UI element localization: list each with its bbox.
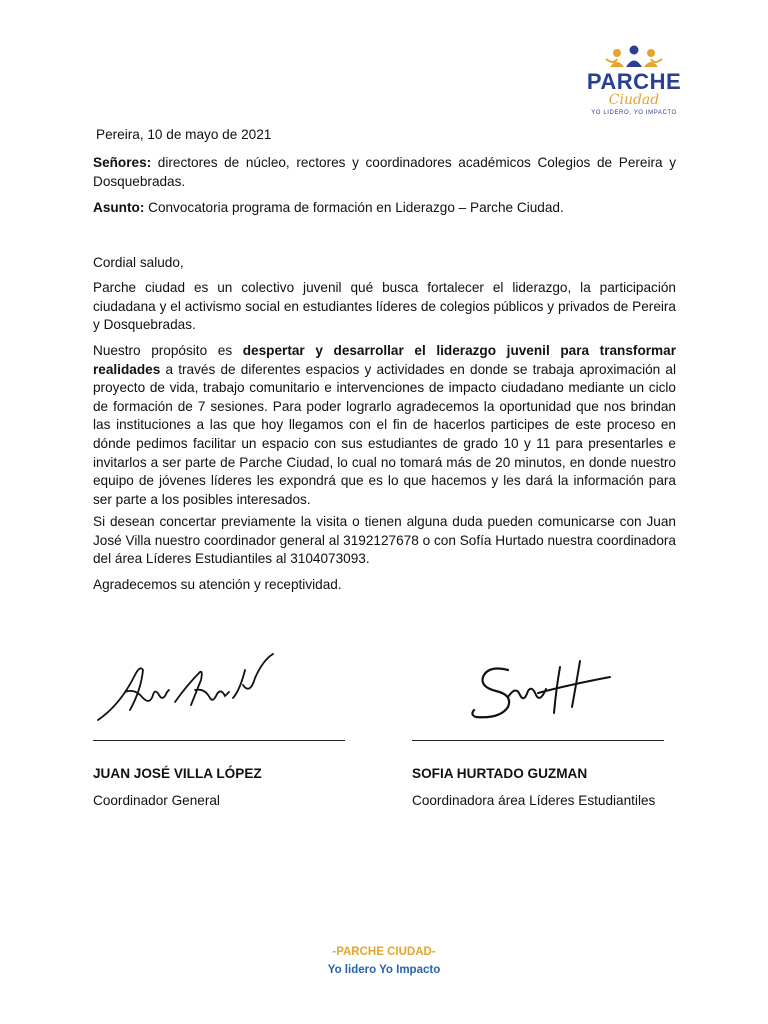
letter-date: Pereira, 10 de mayo de 2021: [96, 127, 272, 142]
logo-wordmark: PARCHE: [586, 69, 682, 94]
signer-role: Coordinador General: [93, 793, 220, 808]
signer-role: Coordinadora área Líderes Estudiantiles: [412, 793, 656, 808]
signature-line-right: [412, 740, 664, 741]
signer-name: JUAN JOSÉ VILLA LÓPEZ: [93, 766, 262, 781]
subject-line: [93, 199, 676, 218]
recipients-label: Señores:: [93, 155, 152, 170]
recipients-text: directores de núcleo, rectores y coordinadores académicos Colegios de Pereira y Dosquebradas.: [93, 155, 676, 189]
purpose-rest: a través de diferentes espacios y actividades en donde se trabaja aproximación al proyecto de vida, trabajo comunitario e intervenciones de impacto ciudadano mediante un ciclo de formación de 7 sesiones. Para poder lograrlo agradecemos la oportunidad que nos brindan las instituciones a las que hoy llegamos con el fin de hacerlos participes de este proceso en dónde pedimos facilitar un espacio con sus estudiantes de grado 10 y 11 para presentarles e invitarlos a ser parte de Parche Ciudad, lo cual no tomará más de 20 minutos, en donde nuestro equipo de jóvenes líderes les expondrá que es lo que hacemos y les dará la información para ser parte a los posibles interesados.: [93, 361, 676, 507]
signer-name: SOFIA HURTADO GUZMAN: [412, 766, 588, 781]
closing: Agradecemos su atención y receptividad.: [93, 577, 342, 592]
subject-text: Convocatoria programa de formación en Liderazgo – Parche Ciudad.: [144, 200, 564, 215]
paragraph-contact: Si desean concertar previamente la visita o tienen alguna duda pueden comunicarse con Juan José Villa nuestro coordinador general al 3192127678 o con Sofía Hurtado nuestra coordinadora del área Líderes Estudiantiles al 3104073093.: [93, 514, 676, 567]
footer-org-name: -PARCHE CIUDAD-: [332, 946, 436, 958]
paragraph-purpose: [93, 342, 676, 509]
footer-slogan: Yo lidero Yo Impacto: [327, 964, 441, 976]
purpose-start: Nuestro propósito es: [93, 343, 243, 358]
signature-juan-jose: [95, 650, 285, 725]
parche-ciudad-logo: [584, 45, 684, 125]
greeting: Cordial saludo,: [93, 255, 184, 270]
signature-line-left: [93, 740, 345, 741]
logo-tagline: YO LIDERO, YO IMPACTO: [591, 110, 677, 116]
paragraph-intro: Parche ciudad es un colectivo juvenil qué busca fortalecer el liderazgo, la participación ciudadana y el activismo social en estudiantes líderes de colegios públicos y privados de Pereira y Dosquebradas.: [93, 280, 676, 333]
signature-sofia: [468, 655, 618, 725]
purpose-highlight: despertar y desarrollar el liderazgo juvenil para transformar realidades: [93, 343, 676, 377]
subject-label: Asunto:: [93, 200, 145, 215]
logo-script: Ciudad: [608, 92, 660, 108]
recipients-line: [93, 154, 676, 191]
